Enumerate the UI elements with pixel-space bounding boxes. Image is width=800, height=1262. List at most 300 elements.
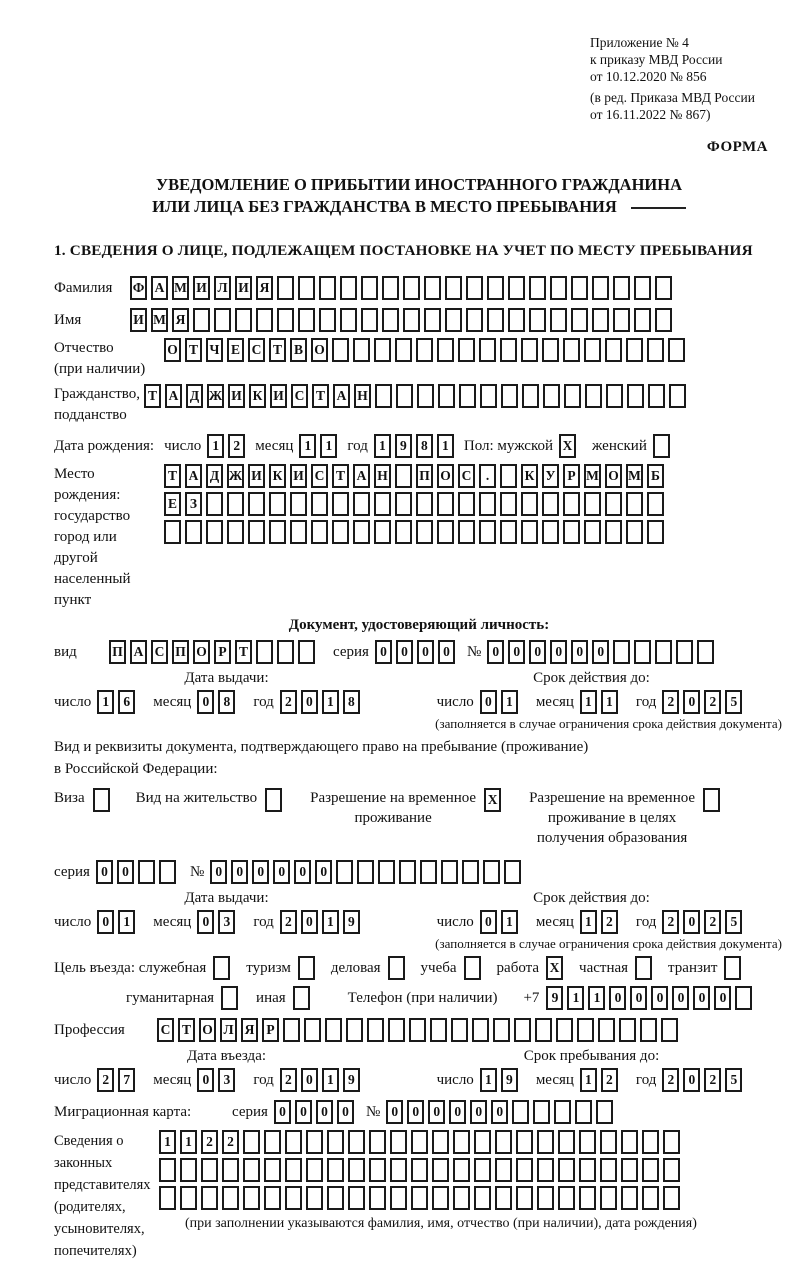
char-box[interactable]: С bbox=[458, 464, 475, 488]
char-box[interactable] bbox=[697, 640, 714, 664]
char-box[interactable]: 9 bbox=[395, 434, 412, 458]
char-box[interactable] bbox=[493, 1018, 510, 1042]
char-box[interactable] bbox=[290, 520, 307, 544]
char-box[interactable] bbox=[375, 384, 392, 408]
char-box[interactable] bbox=[264, 1186, 281, 1210]
res-issue-year-input[interactable] bbox=[280, 910, 364, 934]
char-box[interactable] bbox=[647, 492, 664, 516]
char-box[interactable] bbox=[159, 1158, 176, 1182]
char-box[interactable]: Т bbox=[164, 464, 181, 488]
char-box[interactable] bbox=[626, 338, 643, 362]
char-box[interactable] bbox=[206, 520, 223, 544]
char-box[interactable] bbox=[495, 1186, 512, 1210]
char-box[interactable] bbox=[512, 1100, 529, 1124]
char-box[interactable]: 0 bbox=[197, 1068, 214, 1092]
char-box[interactable] bbox=[388, 1018, 405, 1042]
char-box[interactable] bbox=[432, 1186, 449, 1210]
char-box[interactable]: 1 bbox=[601, 690, 618, 714]
char-box[interactable] bbox=[577, 1018, 594, 1042]
char-box[interactable]: П bbox=[416, 464, 433, 488]
char-box[interactable] bbox=[424, 276, 441, 300]
purpose-private-checkbox[interactable] bbox=[635, 956, 656, 980]
char-box[interactable] bbox=[285, 1130, 302, 1154]
char-box[interactable] bbox=[500, 492, 517, 516]
char-box[interactable] bbox=[159, 860, 176, 884]
char-box[interactable] bbox=[584, 338, 601, 362]
char-box[interactable] bbox=[327, 1130, 344, 1154]
char-box[interactable] bbox=[464, 956, 481, 980]
purpose-business-checkbox[interactable] bbox=[388, 956, 409, 980]
char-box[interactable] bbox=[298, 956, 315, 980]
char-box[interactable]: Б bbox=[647, 464, 664, 488]
char-box[interactable] bbox=[222, 1186, 239, 1210]
char-box[interactable]: 0 bbox=[375, 640, 392, 664]
char-box[interactable]: 0 bbox=[529, 640, 546, 664]
char-box[interactable]: 0 bbox=[651, 986, 668, 1010]
char-box[interactable]: О bbox=[199, 1018, 216, 1042]
char-box[interactable] bbox=[325, 1018, 342, 1042]
char-box[interactable]: 2 bbox=[201, 1130, 218, 1154]
char-box[interactable]: Т bbox=[178, 1018, 195, 1042]
char-box[interactable] bbox=[378, 860, 395, 884]
char-box[interactable]: Н bbox=[374, 464, 391, 488]
char-box[interactable] bbox=[369, 1130, 386, 1154]
char-box[interactable] bbox=[575, 1100, 592, 1124]
char-box[interactable]: 1 bbox=[159, 1130, 176, 1154]
char-box[interactable] bbox=[390, 1158, 407, 1182]
char-box[interactable]: 0 bbox=[294, 860, 311, 884]
purpose-work-checkbox[interactable] bbox=[546, 956, 567, 980]
char-box[interactable] bbox=[474, 1130, 491, 1154]
res-valid-day-input[interactable] bbox=[480, 910, 522, 934]
char-box[interactable] bbox=[504, 860, 521, 884]
char-box[interactable] bbox=[411, 1186, 428, 1210]
char-box[interactable] bbox=[164, 520, 181, 544]
char-box[interactable] bbox=[479, 520, 496, 544]
char-box[interactable]: 3 bbox=[218, 1068, 235, 1092]
char-box[interactable]: 2 bbox=[228, 434, 245, 458]
temp-edu-checkbox[interactable] bbox=[703, 788, 724, 812]
char-box[interactable] bbox=[159, 1186, 176, 1210]
char-box[interactable] bbox=[348, 1158, 365, 1182]
sex-female-checkbox[interactable] bbox=[653, 434, 674, 458]
char-box[interactable] bbox=[367, 1018, 384, 1042]
char-box[interactable] bbox=[361, 276, 378, 300]
char-box[interactable]: 0 bbox=[274, 1100, 291, 1124]
char-box[interactable] bbox=[201, 1186, 218, 1210]
purpose-tourism-checkbox[interactable] bbox=[298, 956, 319, 980]
char-box[interactable] bbox=[521, 492, 538, 516]
char-box[interactable]: 2 bbox=[222, 1130, 239, 1154]
char-box[interactable]: 0 bbox=[386, 1100, 403, 1124]
char-box[interactable]: А bbox=[333, 384, 350, 408]
char-box[interactable] bbox=[516, 1186, 533, 1210]
char-box[interactable] bbox=[626, 492, 643, 516]
char-box[interactable]: 1 bbox=[322, 1068, 339, 1092]
char-box[interactable]: 0 bbox=[417, 640, 434, 664]
char-box[interactable] bbox=[93, 788, 110, 812]
char-box[interactable] bbox=[304, 1018, 321, 1042]
char-box[interactable]: X bbox=[546, 956, 563, 980]
char-box[interactable] bbox=[647, 338, 664, 362]
char-box[interactable] bbox=[554, 1100, 571, 1124]
char-box[interactable] bbox=[306, 1186, 323, 1210]
char-box[interactable] bbox=[277, 276, 294, 300]
stay-day-input[interactable] bbox=[480, 1068, 522, 1092]
char-box[interactable] bbox=[311, 520, 328, 544]
char-box[interactable] bbox=[542, 338, 559, 362]
phone-input[interactable] bbox=[546, 986, 756, 1010]
char-box[interactable] bbox=[462, 860, 479, 884]
char-box[interactable] bbox=[361, 308, 378, 332]
char-box[interactable]: 1 bbox=[580, 1068, 597, 1092]
char-box[interactable]: С bbox=[157, 1018, 174, 1042]
char-box[interactable] bbox=[213, 956, 230, 980]
char-box[interactable]: X bbox=[484, 788, 501, 812]
char-box[interactable] bbox=[584, 492, 601, 516]
char-box[interactable]: 1 bbox=[437, 434, 454, 458]
char-box[interactable]: 7 bbox=[118, 1068, 135, 1092]
char-box[interactable]: 8 bbox=[343, 690, 360, 714]
char-box[interactable] bbox=[374, 520, 391, 544]
visa-checkbox[interactable] bbox=[93, 788, 114, 812]
char-box[interactable] bbox=[621, 1186, 638, 1210]
char-box[interactable] bbox=[256, 640, 273, 664]
char-box[interactable] bbox=[613, 308, 630, 332]
char-box[interactable]: С bbox=[291, 384, 308, 408]
res-valid-year-input[interactable] bbox=[662, 910, 746, 934]
char-box[interactable] bbox=[438, 384, 455, 408]
purpose-humanitarian-checkbox[interactable] bbox=[221, 986, 242, 1010]
char-box[interactable] bbox=[495, 1130, 512, 1154]
char-box[interactable]: 0 bbox=[480, 690, 497, 714]
char-box[interactable]: 0 bbox=[117, 860, 134, 884]
char-box[interactable]: 1 bbox=[501, 910, 518, 934]
char-box[interactable] bbox=[243, 1186, 260, 1210]
char-box[interactable] bbox=[306, 1130, 323, 1154]
char-box[interactable]: 9 bbox=[546, 986, 563, 1010]
char-box[interactable] bbox=[613, 276, 630, 300]
char-box[interactable]: Я bbox=[241, 1018, 258, 1042]
char-box[interactable] bbox=[138, 860, 155, 884]
char-box[interactable]: М bbox=[626, 464, 643, 488]
char-box[interactable] bbox=[542, 492, 559, 516]
char-box[interactable] bbox=[248, 520, 265, 544]
char-box[interactable]: 0 bbox=[210, 860, 227, 884]
char-box[interactable]: 0 bbox=[592, 640, 609, 664]
char-box[interactable]: 0 bbox=[449, 1100, 466, 1124]
char-box[interactable]: 0 bbox=[428, 1100, 445, 1124]
char-box[interactable]: 1 bbox=[180, 1130, 197, 1154]
char-box[interactable]: М bbox=[172, 276, 189, 300]
res-series-input[interactable] bbox=[96, 860, 180, 884]
char-box[interactable] bbox=[193, 308, 210, 332]
char-box[interactable]: О bbox=[193, 640, 210, 664]
doc-issue-year-input[interactable] bbox=[280, 690, 364, 714]
char-box[interactable] bbox=[661, 1018, 678, 1042]
citizenship-input[interactable] bbox=[144, 384, 690, 408]
char-box[interactable]: 0 bbox=[252, 860, 269, 884]
char-box[interactable] bbox=[655, 276, 672, 300]
char-box[interactable]: 0 bbox=[438, 640, 455, 664]
sex-male-checkbox[interactable] bbox=[559, 434, 580, 458]
char-box[interactable] bbox=[466, 308, 483, 332]
res-valid-month-input[interactable] bbox=[580, 910, 622, 934]
char-box[interactable] bbox=[374, 492, 391, 516]
char-box[interactable] bbox=[185, 520, 202, 544]
char-box[interactable] bbox=[669, 384, 686, 408]
char-box[interactable]: 0 bbox=[295, 1100, 312, 1124]
char-box[interactable] bbox=[424, 308, 441, 332]
char-box[interactable] bbox=[640, 1018, 657, 1042]
char-box[interactable] bbox=[563, 520, 580, 544]
char-box[interactable] bbox=[605, 338, 622, 362]
name-input[interactable] bbox=[130, 308, 676, 332]
char-box[interactable]: И bbox=[228, 384, 245, 408]
char-box[interactable] bbox=[542, 520, 559, 544]
char-box[interactable]: 0 bbox=[96, 860, 113, 884]
char-box[interactable]: С bbox=[248, 338, 265, 362]
char-box[interactable] bbox=[579, 1130, 596, 1154]
char-box[interactable] bbox=[416, 492, 433, 516]
char-box[interactable]: 1 bbox=[322, 910, 339, 934]
char-box[interactable] bbox=[458, 520, 475, 544]
char-box[interactable]: 0 bbox=[550, 640, 567, 664]
char-box[interactable]: У bbox=[542, 464, 559, 488]
char-box[interactable] bbox=[585, 384, 602, 408]
char-box[interactable] bbox=[327, 1158, 344, 1182]
char-box[interactable] bbox=[353, 520, 370, 544]
char-box[interactable]: Р bbox=[262, 1018, 279, 1042]
char-box[interactable] bbox=[353, 338, 370, 362]
char-box[interactable] bbox=[382, 276, 399, 300]
mig-number-input[interactable] bbox=[386, 1100, 617, 1124]
char-box[interactable]: К bbox=[521, 464, 538, 488]
char-box[interactable]: 0 bbox=[683, 910, 700, 934]
char-box[interactable] bbox=[487, 276, 504, 300]
char-box[interactable]: К bbox=[249, 384, 266, 408]
char-box[interactable] bbox=[348, 1186, 365, 1210]
char-box[interactable] bbox=[480, 384, 497, 408]
char-box[interactable] bbox=[634, 276, 651, 300]
purpose-transit-checkbox[interactable] bbox=[724, 956, 745, 980]
char-box[interactable] bbox=[445, 276, 462, 300]
char-box[interactable] bbox=[437, 492, 454, 516]
char-box[interactable]: Т bbox=[185, 338, 202, 362]
char-box[interactable]: К bbox=[269, 464, 286, 488]
char-box[interactable]: 0 bbox=[480, 910, 497, 934]
char-box[interactable] bbox=[283, 1018, 300, 1042]
char-box[interactable] bbox=[516, 1158, 533, 1182]
char-box[interactable] bbox=[180, 1186, 197, 1210]
doc-valid-day-input[interactable] bbox=[480, 690, 522, 714]
char-box[interactable] bbox=[353, 492, 370, 516]
char-box[interactable] bbox=[432, 1158, 449, 1182]
char-box[interactable]: 0 bbox=[273, 860, 290, 884]
char-box[interactable] bbox=[626, 520, 643, 544]
residence-permit-checkbox[interactable] bbox=[265, 788, 286, 812]
char-box[interactable] bbox=[319, 276, 336, 300]
char-box[interactable] bbox=[264, 1130, 281, 1154]
char-box[interactable] bbox=[483, 860, 500, 884]
char-box[interactable]: 0 bbox=[630, 986, 647, 1010]
char-box[interactable] bbox=[451, 1018, 468, 1042]
purpose-official-checkbox[interactable] bbox=[213, 956, 234, 980]
char-box[interactable] bbox=[487, 308, 504, 332]
char-box[interactable]: Д bbox=[206, 464, 223, 488]
char-box[interactable] bbox=[655, 308, 672, 332]
char-box[interactable] bbox=[642, 1186, 659, 1210]
char-box[interactable]: 0 bbox=[337, 1100, 354, 1124]
char-box[interactable]: 5 bbox=[725, 690, 742, 714]
entry-day-input[interactable] bbox=[97, 1068, 139, 1092]
char-box[interactable]: А bbox=[151, 276, 168, 300]
char-box[interactable] bbox=[416, 520, 433, 544]
char-box[interactable] bbox=[550, 276, 567, 300]
char-box[interactable]: 0 bbox=[301, 690, 318, 714]
char-box[interactable]: Т bbox=[332, 464, 349, 488]
char-box[interactable] bbox=[579, 1186, 596, 1210]
char-box[interactable] bbox=[264, 1158, 281, 1182]
char-box[interactable] bbox=[537, 1186, 554, 1210]
char-box[interactable]: А bbox=[165, 384, 182, 408]
char-box[interactable]: Т bbox=[269, 338, 286, 362]
char-box[interactable] bbox=[417, 384, 434, 408]
char-box[interactable]: И bbox=[270, 384, 287, 408]
char-box[interactable] bbox=[222, 1158, 239, 1182]
char-box[interactable]: 2 bbox=[280, 1068, 297, 1092]
char-box[interactable] bbox=[396, 384, 413, 408]
char-box[interactable] bbox=[521, 520, 538, 544]
char-box[interactable]: 2 bbox=[704, 910, 721, 934]
char-box[interactable]: Ч bbox=[206, 338, 223, 362]
char-box[interactable]: О bbox=[605, 464, 622, 488]
char-box[interactable] bbox=[584, 520, 601, 544]
birth-month-input[interactable] bbox=[299, 434, 341, 458]
char-box[interactable] bbox=[466, 276, 483, 300]
char-box[interactable] bbox=[332, 338, 349, 362]
char-box[interactable] bbox=[571, 276, 588, 300]
char-box[interactable]: 2 bbox=[601, 1068, 618, 1092]
char-box[interactable] bbox=[556, 1018, 573, 1042]
char-box[interactable] bbox=[663, 1186, 680, 1210]
char-box[interactable] bbox=[500, 520, 517, 544]
char-box[interactable] bbox=[243, 1158, 260, 1182]
char-box[interactable] bbox=[306, 1158, 323, 1182]
char-box[interactable]: П bbox=[172, 640, 189, 664]
char-box[interactable] bbox=[571, 308, 588, 332]
char-box[interactable]: 5 bbox=[725, 910, 742, 934]
char-box[interactable]: 1 bbox=[97, 690, 114, 714]
char-box[interactable] bbox=[180, 1158, 197, 1182]
char-box[interactable] bbox=[550, 308, 567, 332]
char-box[interactable]: 2 bbox=[704, 690, 721, 714]
char-box[interactable]: 1 bbox=[322, 690, 339, 714]
char-box[interactable] bbox=[265, 788, 282, 812]
char-box[interactable]: О bbox=[164, 338, 181, 362]
char-box[interactable] bbox=[533, 1100, 550, 1124]
char-box[interactable]: 0 bbox=[714, 986, 731, 1010]
birth-place-row2-input[interactable] bbox=[164, 492, 668, 516]
char-box[interactable]: 2 bbox=[97, 1068, 114, 1092]
char-box[interactable]: . bbox=[479, 464, 496, 488]
char-box[interactable]: X bbox=[559, 434, 576, 458]
char-box[interactable] bbox=[500, 464, 517, 488]
char-box[interactable] bbox=[472, 1018, 489, 1042]
char-box[interactable]: 8 bbox=[218, 690, 235, 714]
char-box[interactable] bbox=[703, 788, 720, 812]
char-box[interactable] bbox=[332, 492, 349, 516]
char-box[interactable]: 0 bbox=[97, 910, 114, 934]
char-box[interactable] bbox=[735, 986, 752, 1010]
char-box[interactable] bbox=[655, 640, 672, 664]
char-box[interactable]: Т bbox=[144, 384, 161, 408]
char-box[interactable]: Р bbox=[563, 464, 580, 488]
char-box[interactable] bbox=[399, 860, 416, 884]
char-box[interactable] bbox=[382, 308, 399, 332]
char-box[interactable] bbox=[285, 1186, 302, 1210]
purpose-study-checkbox[interactable] bbox=[464, 956, 485, 980]
char-box[interactable] bbox=[605, 520, 622, 544]
doc-kind-input[interactable] bbox=[109, 640, 319, 664]
char-box[interactable] bbox=[453, 1130, 470, 1154]
char-box[interactable]: 0 bbox=[491, 1100, 508, 1124]
char-box[interactable] bbox=[537, 1130, 554, 1154]
char-box[interactable] bbox=[390, 1130, 407, 1154]
char-box[interactable] bbox=[293, 986, 310, 1010]
char-box[interactable] bbox=[403, 276, 420, 300]
char-box[interactable] bbox=[357, 860, 374, 884]
char-box[interactable] bbox=[724, 956, 741, 980]
char-box[interactable]: 5 bbox=[725, 1068, 742, 1092]
char-box[interactable] bbox=[642, 1130, 659, 1154]
char-box[interactable] bbox=[474, 1186, 491, 1210]
char-box[interactable]: 0 bbox=[316, 1100, 333, 1124]
char-box[interactable]: И bbox=[248, 464, 265, 488]
char-box[interactable]: Е bbox=[227, 338, 244, 362]
char-box[interactable] bbox=[340, 276, 357, 300]
char-box[interactable] bbox=[535, 1018, 552, 1042]
char-box[interactable] bbox=[621, 1158, 638, 1182]
char-box[interactable]: Ж bbox=[227, 464, 244, 488]
char-box[interactable]: Т bbox=[312, 384, 329, 408]
char-box[interactable]: 0 bbox=[672, 986, 689, 1010]
char-box[interactable]: 2 bbox=[662, 690, 679, 714]
char-box[interactable] bbox=[235, 308, 252, 332]
doc-series-input[interactable] bbox=[375, 640, 459, 664]
char-box[interactable]: 0 bbox=[487, 640, 504, 664]
doc-valid-year-input[interactable] bbox=[662, 690, 746, 714]
char-box[interactable] bbox=[311, 492, 328, 516]
char-box[interactable] bbox=[606, 384, 623, 408]
char-box[interactable] bbox=[479, 338, 496, 362]
char-box[interactable] bbox=[298, 308, 315, 332]
char-box[interactable]: 0 bbox=[231, 860, 248, 884]
char-box[interactable] bbox=[256, 308, 273, 332]
char-box[interactable] bbox=[269, 492, 286, 516]
char-box[interactable] bbox=[430, 1018, 447, 1042]
char-box[interactable]: З bbox=[185, 492, 202, 516]
char-box[interactable] bbox=[285, 1158, 302, 1182]
char-box[interactable] bbox=[596, 1100, 613, 1124]
legal-row2-input[interactable] bbox=[159, 1158, 697, 1182]
char-box[interactable] bbox=[605, 492, 622, 516]
char-box[interactable]: В bbox=[290, 338, 307, 362]
char-box[interactable] bbox=[543, 384, 560, 408]
char-box[interactable]: С bbox=[151, 640, 168, 664]
res-issue-month-input[interactable] bbox=[197, 910, 239, 934]
char-box[interactable]: 0 bbox=[683, 690, 700, 714]
